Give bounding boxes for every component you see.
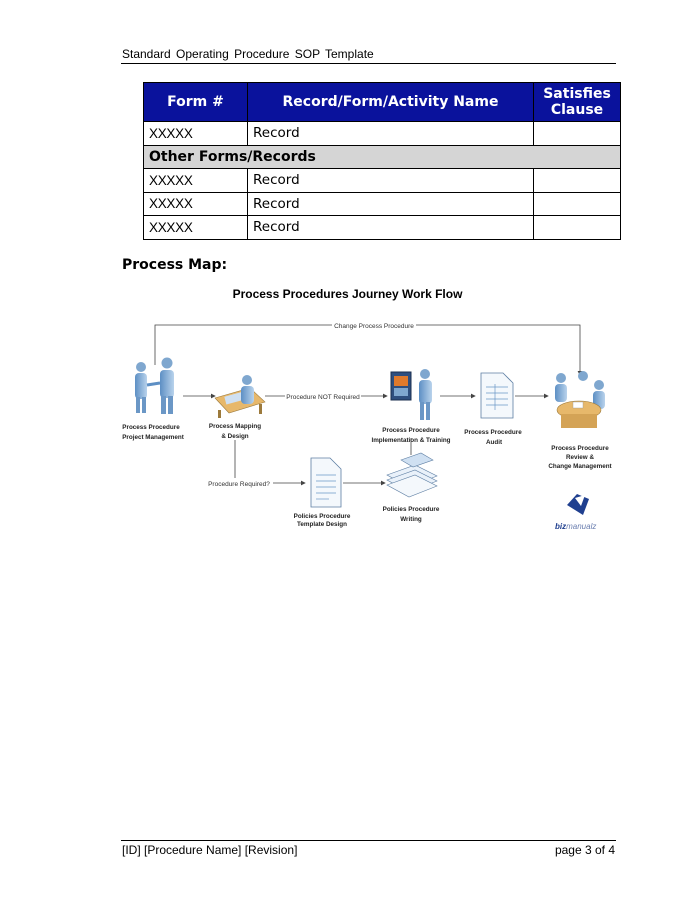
clause-cell: [534, 169, 621, 193]
svg-text:Change Process Procedure: Change Process Procedure: [334, 323, 414, 330]
footer-document-id: [ID] [Procedure Name] [Revision]: [122, 843, 298, 857]
node-label-audit: [464, 429, 522, 446]
svg-text:Process Procedure: Process Procedure: [382, 427, 440, 434]
form-number-cell: XXXXX: [144, 122, 248, 146]
edge-label-change: [332, 320, 416, 330]
form-number-cell: XXXXX: [144, 169, 248, 193]
node-label-implementation-training: [371, 427, 450, 444]
record-name-cell: Record: [248, 216, 534, 240]
training-presentation-icon: [391, 369, 432, 420]
records-table: [143, 82, 621, 240]
node-label-review-change: [548, 445, 612, 470]
node-label-mapping-design: [209, 423, 261, 440]
table-row: [144, 216, 621, 240]
writing-stack-icon: [387, 453, 437, 497]
record-name-cell: Record: [248, 192, 534, 216]
process-map-heading: Process Map:: [122, 257, 228, 273]
svg-text:Process Procedure: Process Procedure: [464, 429, 522, 436]
mapping-desk-icon: [215, 375, 265, 418]
node-label-writing: [383, 506, 440, 523]
template-document-icon: [311, 458, 341, 507]
svg-text:Procedure Required?: Procedure Required?: [208, 481, 270, 488]
record-name-cell: Record: [248, 169, 534, 193]
section-row-other-forms: [144, 145, 621, 169]
footer-rule: [121, 840, 616, 841]
svg-text:Writing: Writing: [400, 516, 422, 523]
section-label: Other Forms/Records: [144, 145, 621, 169]
svg-text:Policies Procedure: Policies Procedure: [293, 513, 351, 520]
header-form-number: Form #: [144, 83, 248, 122]
header-record-name: Record/Form/Activity Name: [248, 83, 534, 122]
people-handshake-icon: [135, 358, 174, 415]
svg-text:bizmanualz: bizmanualz: [555, 522, 597, 531]
svg-text:Project Management: Project Management: [122, 434, 184, 441]
svg-text:Implementation & Training: Implementation & Training: [371, 437, 451, 444]
clause-cell: [534, 122, 621, 146]
page-header-title: Standard Operating Procedure SOP Template: [122, 47, 374, 61]
bizmanualz-logo: [555, 494, 596, 531]
process-flow-diagram: [115, 310, 620, 535]
workflow-title: Process Procedures Journey Work Flow: [232, 287, 463, 301]
form-number-cell: XXXXX: [144, 192, 248, 216]
footer-page-number: page 3 of 4: [554, 843, 615, 857]
record-name-cell: Record: [248, 122, 534, 146]
header-satisfies-clause: Satisfies Clause: [534, 83, 621, 122]
svg-text:Review &: Review &: [566, 454, 594, 461]
node-label-project-management: [122, 424, 184, 441]
table-row: [144, 122, 621, 146]
svg-text:Process Mapping: Process Mapping: [208, 423, 262, 430]
connector-lines: [155, 325, 580, 483]
svg-text:Change Management: Change Management: [548, 463, 612, 470]
svg-text:Template Design: Template Design: [297, 521, 347, 528]
clause-cell: [534, 192, 621, 216]
svg-text:Audit: Audit: [485, 439, 503, 446]
svg-text:Process Procedure: Process Procedure: [551, 445, 609, 452]
svg-text:& Design: & Design: [221, 433, 249, 440]
form-number-cell: XXXXX: [144, 216, 248, 240]
svg-text:Process Procedure: Process Procedure: [122, 424, 180, 431]
header-rule: [121, 63, 616, 64]
node-label-template-design: [294, 513, 351, 528]
clause-cell: [534, 216, 621, 240]
svg-text:Policies Procedure: Policies Procedure: [382, 506, 440, 513]
meeting-table-icon: [555, 371, 605, 428]
table-row: [144, 192, 621, 216]
svg-text:Procedure NOT Required: Procedure NOT Required: [286, 394, 360, 401]
table-header-row: [144, 83, 621, 122]
table-row: [144, 169, 621, 193]
edge-label-not-required: [285, 391, 361, 401]
edge-label-required: [207, 478, 273, 488]
audit-document-icon: [481, 373, 513, 418]
